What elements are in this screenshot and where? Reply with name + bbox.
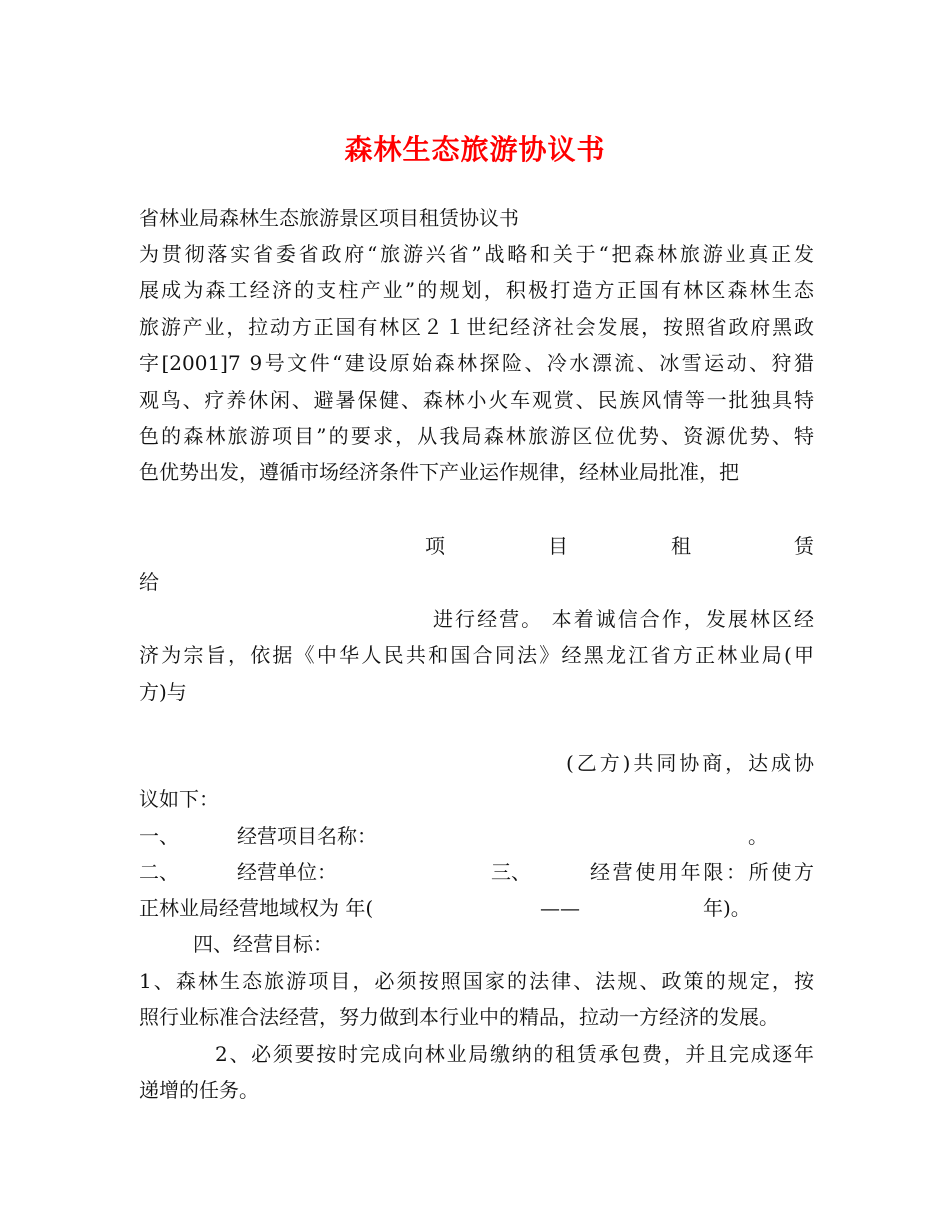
item-1-end: 。 (748, 824, 768, 848)
lease-char-1: 项 (425, 534, 445, 558)
lease-char-3: 租 (671, 534, 691, 558)
intro-line-3: 旅游产业，拉动方正国有林区２１世纪经济社会发展，按照省政府黑政 (139, 315, 814, 339)
intro-line-6: 色的森林旅游项目”的要求，从我局森林旅游区位优势、资源优势、特 (139, 424, 814, 448)
lease-spread-line (425, 531, 814, 561)
basis-line: 济为宗旨，依据《中华人民共和国合同法》经黑龙江省方正林业局(甲 (139, 643, 814, 667)
goal-heading: 四、经营目标： (193, 932, 333, 956)
intro-line-5: 观鸟、疗养休闲、避暑保健、森林小火车观赏、民族风情等一批独具特 (139, 388, 814, 412)
goal-2-line-1: 2、必须要按时完成向林业局缴纳的租赁承包费，并且完成逐年 (215, 1042, 814, 1066)
intro-line-2: 展成为森工经济的支柱产业”的规划，积极打造方正国有林区森林生态 (139, 278, 814, 302)
agree-line: 议如下： (139, 787, 219, 811)
goal-2-line-2: 递增的任务。 (139, 1078, 259, 1102)
intro-line-7: 色优势出发，遵循市场经济条件下产业运作规律，经林业局批准，把 (139, 460, 739, 484)
item-2-number: 二、 (139, 860, 179, 884)
party-b-line: (乙方)共同协商，达成协 (566, 751, 814, 775)
lease-char-4: 赁 (794, 534, 814, 558)
term-dash: —— (540, 896, 580, 920)
item-1-label: 经营项目名称： (237, 824, 377, 848)
document-title: 森林生态旅游协议书 (344, 133, 606, 166)
lease-char-2: 目 (548, 534, 568, 558)
item-2-label: 经营单位： (237, 860, 337, 884)
item-3-number: 三、 (491, 860, 531, 884)
goal-1-line-2: 照行业标准合法经营，努力做到本行业中的精品，拉动一方经济的发展。 (139, 1005, 779, 1029)
item-3-label: 经营使用年限：所使方 (590, 860, 814, 884)
operate-line: 进行经营。 本着诚信合作，发展林区经 (433, 607, 814, 631)
intro-line-4: 字[2001]7 9号文件“建设原始森林探险、冷水漂流、冰雪运动、狩猎 (139, 351, 814, 375)
goal-1-line-1: 1、森林生态旅游项目，必须按照国家的法律、法规、政策的规定，按 (139, 969, 814, 993)
term-end: 年)。 (703, 896, 751, 920)
give-word: 给 (139, 570, 159, 594)
document-subtitle: 省林业局森林生态旅游景区项目租赁协议书 (139, 206, 519, 230)
party-a-end: 方)与 (139, 680, 187, 704)
term-start: 正林业局经营地域权为 年( (139, 896, 374, 920)
item-1-number: 一、 (139, 824, 179, 848)
intro-line-1: 为贯彻落实省委省政府“旅游兴省”战略和关于“把森林旅游业真正发 (139, 242, 814, 266)
